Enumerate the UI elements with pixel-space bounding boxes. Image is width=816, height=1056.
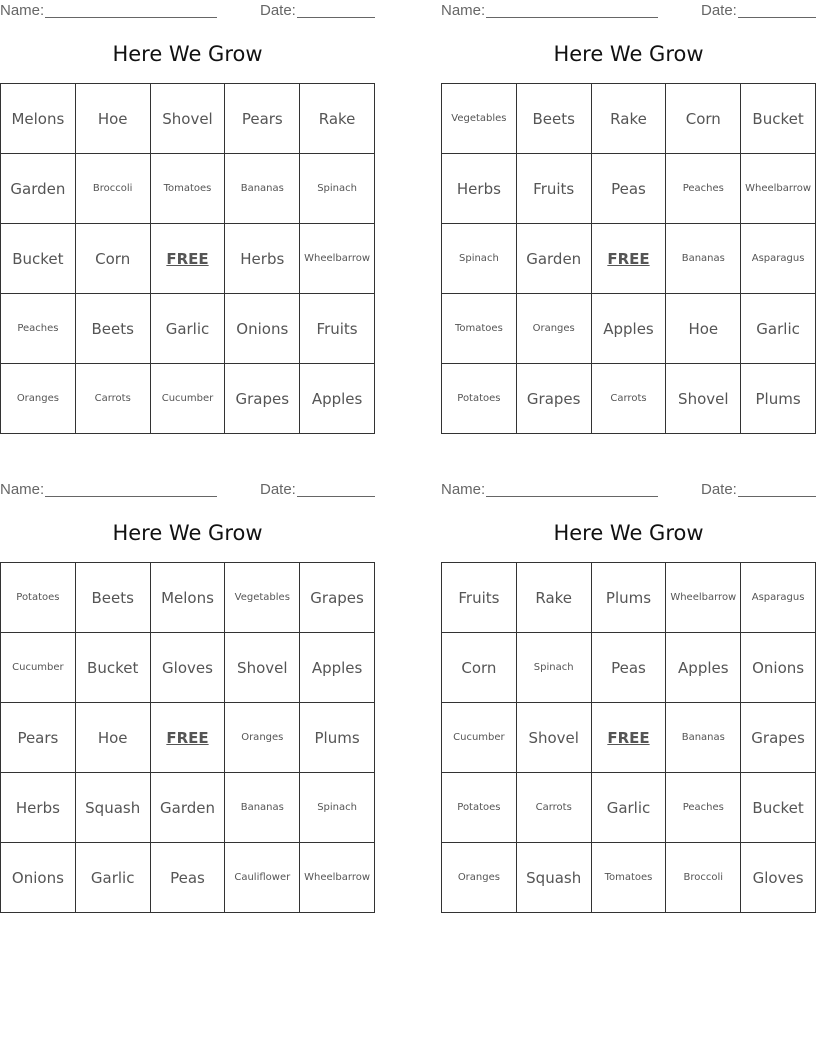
grid-cell[interactable]: Squash <box>516 843 591 913</box>
grid-cell[interactable]: Grapes <box>300 563 375 633</box>
grid-cell[interactable]: Garlic <box>741 294 816 364</box>
grid-cell[interactable]: Herbs <box>1 773 76 843</box>
grid-row <box>1 294 375 364</box>
bingo-card <box>441 479 816 913</box>
grid-cell[interactable]: Garden <box>150 773 225 843</box>
grid-cell[interactable]: Beets <box>516 84 591 154</box>
grid-row <box>442 364 816 434</box>
grid-cell[interactable]: Bananas <box>666 224 741 294</box>
date-field[interactable] <box>738 496 816 497</box>
bingo-grid <box>441 83 816 434</box>
grid-row <box>442 154 816 224</box>
grid-cell[interactable]: Onions <box>741 633 816 703</box>
grid-row <box>1 154 375 224</box>
grid-cell[interactable]: Asparagus <box>741 224 816 294</box>
grid-cell[interactable]: Oranges <box>442 843 517 913</box>
grid-cell[interactable]: Fruits <box>442 563 517 633</box>
grid-cell[interactable]: Rake <box>300 84 375 154</box>
grid-cell[interactable]: Herbs <box>442 154 517 224</box>
card-header <box>441 479 816 499</box>
grid-cell[interactable]: Corn <box>442 633 517 703</box>
grid-cell[interactable]: Spinach <box>300 773 375 843</box>
grid-row <box>442 224 816 294</box>
free-space[interactable]: FREE <box>150 703 225 773</box>
grid-cell[interactable]: Oranges <box>225 703 300 773</box>
grid-cell[interactable]: Peas <box>150 843 225 913</box>
grid-cell[interactable]: Wheelbarrow <box>741 154 816 224</box>
grid-cell[interactable]: Cauliflower <box>225 843 300 913</box>
grid-row <box>442 84 816 154</box>
grid-cell[interactable]: Corn <box>75 224 150 294</box>
bingo-card <box>0 0 375 434</box>
grid-cell[interactable]: Onions <box>225 294 300 364</box>
grid-cell[interactable]: Apples <box>666 633 741 703</box>
bingo-grid <box>441 562 816 913</box>
free-space[interactable]: FREE <box>150 224 225 294</box>
grid-cell[interactable]: Hoe <box>666 294 741 364</box>
card-header <box>0 0 375 20</box>
name-field[interactable] <box>486 17 658 18</box>
grid-cell[interactable]: Plums <box>591 563 666 633</box>
grid-row <box>1 843 375 913</box>
grid-row <box>1 563 375 633</box>
card-title: Here We Grow <box>553 42 704 66</box>
grid-row <box>1 633 375 703</box>
grid-cell[interactable]: Bucket <box>741 773 816 843</box>
grid-cell[interactable]: Bananas <box>225 154 300 224</box>
grid-cell[interactable]: Cucumber <box>150 364 225 434</box>
grid-cell[interactable]: Plums <box>300 703 375 773</box>
grid-cell[interactable]: Spinach <box>516 633 591 703</box>
grid-cell[interactable]: Broccoli <box>75 154 150 224</box>
grid-cell[interactable]: Wheelbarrow <box>300 843 375 913</box>
grid-cell[interactable]: Wheelbarrow <box>666 563 741 633</box>
grid-row <box>442 843 816 913</box>
free-space[interactable]: FREE <box>591 224 666 294</box>
grid-cell[interactable]: Shovel <box>666 364 741 434</box>
grid-cell[interactable]: Oranges <box>1 364 76 434</box>
grid-cell[interactable]: Gloves <box>741 843 816 913</box>
grid-cell[interactable]: Pears <box>225 84 300 154</box>
grid-row <box>1 364 375 434</box>
grid-cell[interactable]: Potatoes <box>1 563 76 633</box>
bingo-card <box>0 479 375 913</box>
grid-cell[interactable]: Bucket <box>741 84 816 154</box>
card-header <box>0 479 375 499</box>
name-label: Name: <box>441 481 486 498</box>
grid-row <box>442 563 816 633</box>
grid-cell[interactable]: Peaches <box>666 154 741 224</box>
card-title: Here We Grow <box>553 521 704 545</box>
grid-cell[interactable]: Spinach <box>300 154 375 224</box>
grid-cell[interactable]: Garlic <box>150 294 225 364</box>
grid-row <box>442 294 816 364</box>
grid-cell[interactable]: Gloves <box>150 633 225 703</box>
grid-cell[interactable]: Garden <box>516 224 591 294</box>
date-label: Date: <box>701 481 737 498</box>
grid-cell[interactable]: Melons <box>1 84 76 154</box>
grid-cell[interactable]: Beets <box>75 294 150 364</box>
grid-cell[interactable]: Spinach <box>442 224 517 294</box>
grid-cell[interactable]: Beets <box>75 563 150 633</box>
grid-cell[interactable]: Vegetables <box>225 563 300 633</box>
date-field[interactable] <box>297 496 375 497</box>
grid-cell[interactable]: Grapes <box>225 364 300 434</box>
grid-cell[interactable]: Shovel <box>225 633 300 703</box>
grid-cell[interactable]: Pears <box>1 703 76 773</box>
grid-row <box>442 633 816 703</box>
grid-cell[interactable]: Asparagus <box>741 563 816 633</box>
date-field[interactable] <box>738 17 816 18</box>
grid-cell[interactable]: Carrots <box>516 773 591 843</box>
name-field[interactable] <box>486 496 658 497</box>
bingo-grid <box>0 562 375 913</box>
grid-cell[interactable]: Apples <box>591 294 666 364</box>
grid-row <box>1 84 375 154</box>
grid-cell[interactable]: Tomatoes <box>150 154 225 224</box>
card-title: Here We Grow <box>112 42 263 66</box>
grid-cell[interactable]: Melons <box>150 563 225 633</box>
grid-cell[interactable]: Peas <box>591 633 666 703</box>
grid-row <box>1 773 375 843</box>
date-field[interactable] <box>297 17 375 18</box>
grid-cell[interactable]: Apples <box>300 633 375 703</box>
bingo-grid <box>0 83 375 434</box>
date-label: Date: <box>260 481 296 498</box>
grid-row <box>442 773 816 843</box>
card-title: Here We Grow <box>112 521 263 545</box>
grid-cell[interactable]: Tomatoes <box>591 843 666 913</box>
grid-cell[interactable]: Garlic <box>75 843 150 913</box>
grid-cell[interactable]: Potatoes <box>442 773 517 843</box>
name-field[interactable] <box>45 496 217 497</box>
name-field[interactable] <box>45 17 217 18</box>
grid-cell[interactable]: Hoe <box>75 703 150 773</box>
free-space[interactable]: FREE <box>591 703 666 773</box>
card-header <box>441 0 816 20</box>
grid-cell[interactable]: Corn <box>666 84 741 154</box>
grid-cell[interactable]: Fruits <box>300 294 375 364</box>
name-label: Name: <box>0 481 45 498</box>
grid-cell[interactable]: Tomatoes <box>442 294 517 364</box>
grid-cell[interactable]: Cucumber <box>442 703 517 773</box>
grid-cell[interactable]: Oranges <box>516 294 591 364</box>
grid-row <box>1 703 375 773</box>
grid-cell[interactable]: Potatoes <box>442 364 517 434</box>
grid-cell[interactable]: Cucumber <box>1 633 76 703</box>
grid-cell[interactable]: Broccoli <box>666 843 741 913</box>
grid-cell[interactable]: Hoe <box>75 84 150 154</box>
grid-cell[interactable]: Onions <box>1 843 76 913</box>
grid-cell[interactable]: Rake <box>591 84 666 154</box>
grid-cell[interactable]: Herbs <box>225 224 300 294</box>
grid-cell[interactable]: Peaches <box>666 773 741 843</box>
grid-cell[interactable]: Grapes <box>516 364 591 434</box>
grid-cell[interactable]: Bananas <box>666 703 741 773</box>
grid-cell[interactable]: Carrots <box>75 364 150 434</box>
grid-cell[interactable]: Grapes <box>741 703 816 773</box>
grid-cell[interactable]: Squash <box>75 773 150 843</box>
grid-cell[interactable]: Shovel <box>150 84 225 154</box>
grid-cell[interactable]: Carrots <box>591 364 666 434</box>
grid-cell[interactable]: Bucket <box>75 633 150 703</box>
grid-cell[interactable]: Peaches <box>1 294 76 364</box>
bingo-card <box>441 0 816 434</box>
grid-cell[interactable]: Garlic <box>591 773 666 843</box>
name-label: Name: <box>441 2 486 19</box>
grid-cell[interactable]: Shovel <box>516 703 591 773</box>
grid-row <box>1 224 375 294</box>
grid-cell[interactable]: Rake <box>516 563 591 633</box>
grid-cell[interactable]: Vegetables <box>442 84 517 154</box>
date-label: Date: <box>260 2 296 19</box>
grid-cell[interactable]: Bananas <box>225 773 300 843</box>
grid-cell[interactable]: Fruits <box>516 154 591 224</box>
grid-cell[interactable]: Plums <box>741 364 816 434</box>
name-label: Name: <box>0 2 45 19</box>
grid-cell[interactable]: Wheelbarrow <box>300 224 375 294</box>
grid-cell[interactable]: Apples <box>300 364 375 434</box>
grid-row <box>442 703 816 773</box>
grid-cell[interactable]: Garden <box>1 154 76 224</box>
grid-cell[interactable]: Peas <box>591 154 666 224</box>
date-label: Date: <box>701 2 737 19</box>
grid-cell[interactable]: Bucket <box>1 224 76 294</box>
